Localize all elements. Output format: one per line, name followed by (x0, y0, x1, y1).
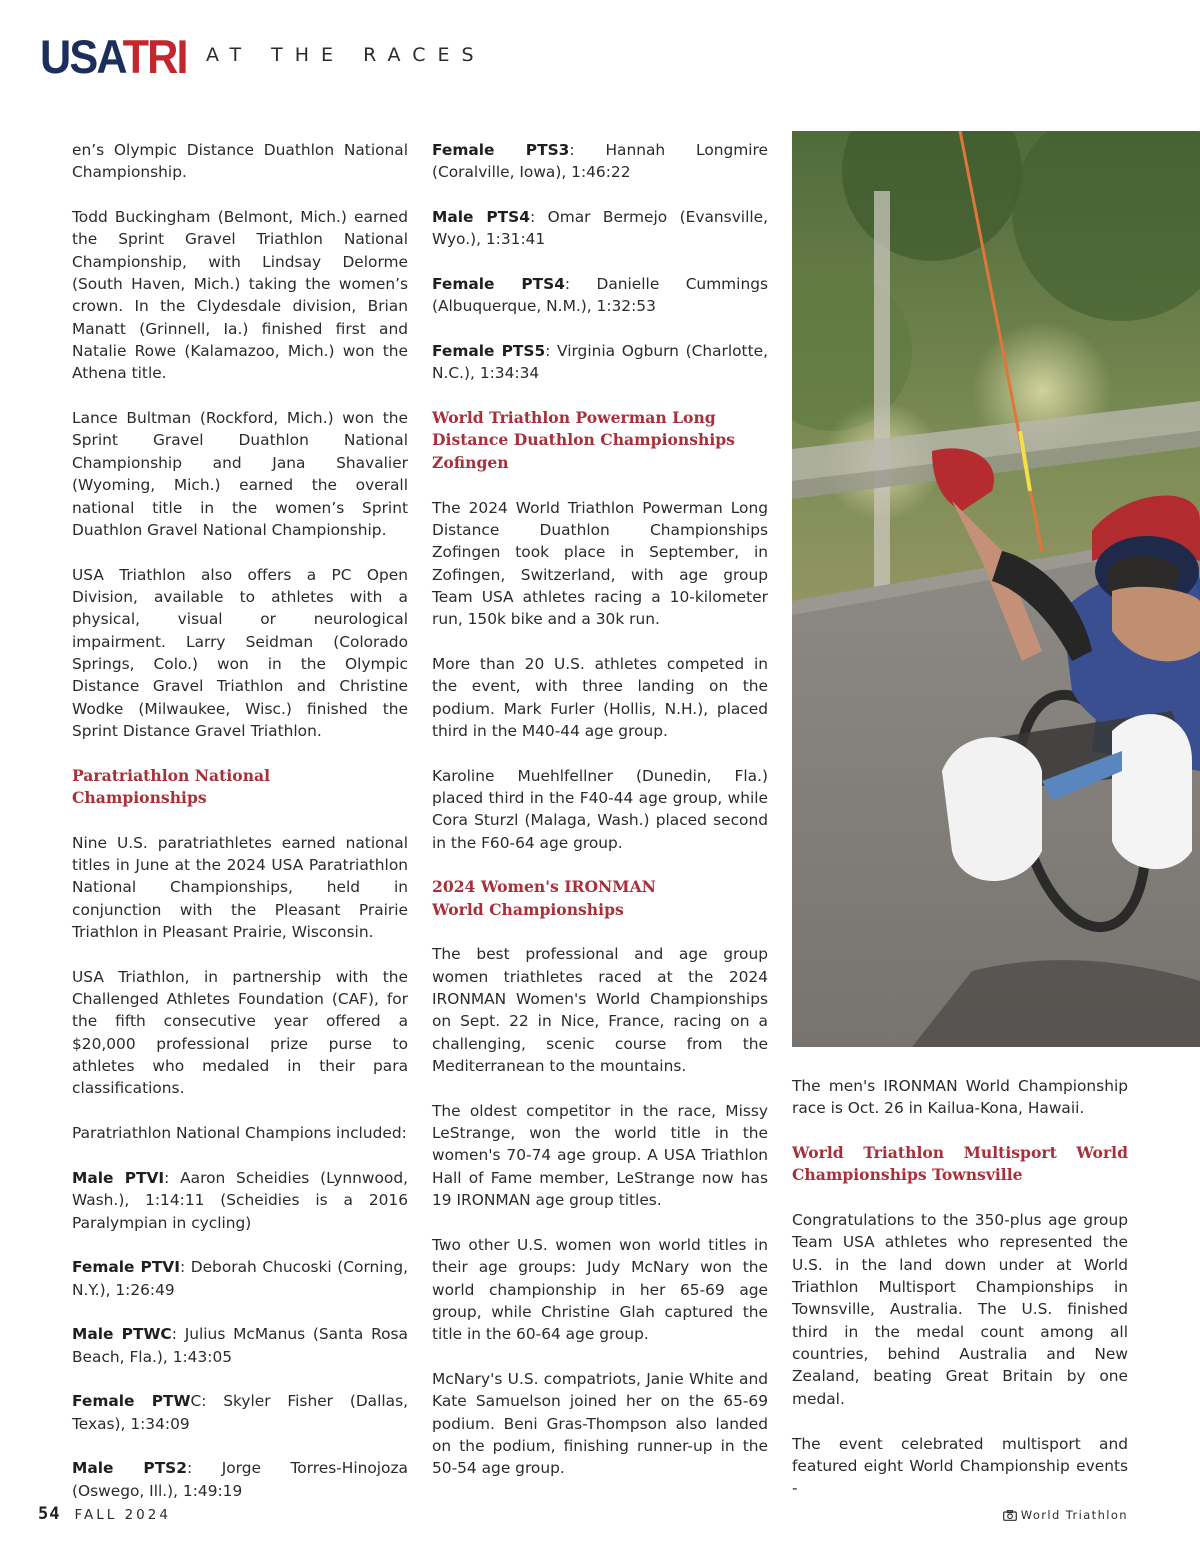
paragraph: The best professional and age group women triathletes raced at the 2024 IRONMAN Women's World Championships on Sept. 22 in Nice, France, racing on a challenging, scenic course from the Mediterranean to the mountains. (432, 945, 768, 1076)
result-detail: : Danielle Cummings (Albuquerque, N.M.), 1:32:53 (432, 275, 768, 316)
result-entry (432, 273, 768, 318)
result-detail: : Omar Bermejo (Evansville, Wyo.), 1:31:41 (432, 208, 768, 249)
photo-credit (1003, 1508, 1128, 1522)
result-entry (432, 139, 768, 184)
result-class: Female PTW (72, 1392, 191, 1411)
result-detail: : Hannah Longmire (Coralville, Iowa), 1:46:22 (432, 141, 768, 182)
result-entry (72, 1167, 408, 1234)
result-entry (72, 1256, 408, 1301)
paragraph: Two other U.S. women won world titles in their age groups: Judy McNary won the world championship in her 65-69 age group, while Christine Glah captured the title in the 60-64 age group. (432, 1235, 768, 1344)
usatri-logo (40, 30, 187, 83)
subheading-paratriathlon: Paratriathlon National Championships (72, 765, 271, 807)
paragraph: McNary's U.S. compatriots, Janie White and Kate Samuelson joined her on the 65-69 podium. Beni Gras-Thompson also landed on the podium, finishing runner-up in the 50-54 age group. (432, 1369, 768, 1478)
result-entry (432, 206, 768, 251)
subheading-ironman (432, 876, 768, 921)
result-class: Male PTVI (72, 1168, 165, 1187)
result-class: Female PTS4 (432, 275, 565, 294)
paragraph: USA Triathlon, in partnership with the Challenged Athletes Foundation (CAF), for the fifth consecutive year offered a $20,000 professional prize purse to athletes who medaled in their para classifications. (72, 967, 408, 1098)
paragraph: The event celebrated multisport and featured eight World Championship events - (792, 1434, 1128, 1498)
paragraph: The oldest competitor in the race, Missy LeStrange, won the world title in the women's 70-74 age group. A USA Triathlon Hall of Fame member, LeStrange now has 19 IRONMAN age group titles. (432, 1101, 768, 1210)
paragraph: The men's IRONMAN World Championship race is Oct. 26 in Kailua-Kona, Hawaii. (792, 1077, 1128, 1118)
handcycle-athlete-photo (792, 131, 1200, 1047)
result-entry (72, 1323, 408, 1368)
paragraph: USA Triathlon also offers a PC Open Division, available to athletes with a physical, visual or neurological impairment. Larry Seidman (Colorado Springs, Colo.) won in the Olympic Distance Gravel Triathlon and Christine Wodke (Milwaukee, Wisc.) finished the Sprint Distance Gravel Triathlon. (72, 565, 408, 740)
logo-usa: USA (40, 30, 123, 83)
paragraph: Nine U.S. paratriathletes earned national titles in June at the 2024 USA Paratriathlon National Championships, held in conjunction with the Pleasant Prairie Triathlon in Pleasant Prairie, Wisconsin. (72, 833, 408, 942)
result-class: Female PTVI (72, 1258, 180, 1277)
result-detail: : Deborah Chucoski (Corning, N.Y.), 1:26:49 (72, 1258, 408, 1299)
result-entry (72, 1457, 408, 1502)
page-number: 54 (38, 1504, 61, 1524)
paragraph: en’s Olympic Distance Duathlon National Championship. (72, 141, 408, 182)
photo-illustration (792, 131, 1200, 1047)
column-1 (72, 139, 408, 1502)
paragraph: Todd Buckingham (Belmont, Mich.) earned the Sprint Gravel Triathlon National Championship, with Lindsay Delorme (South Haven, Mich.) taking the women’s crown. In the Clydesdale division, Brian Manatt (Grinnell, Ia.) finished first and Natalie Rowe (Kalamazoo, Mich.) won the Athena title. (72, 208, 408, 383)
paragraph: More than 20 U.S. athletes competed in the event, with three landing on the podium. Mark Furler (Hollis, N.H.), placed third in the M40-44 age group. (432, 654, 768, 740)
subheading-multisport: World Triathlon Multisport World Championships Townsville (792, 1143, 1128, 1185)
logo-tri: TRI (122, 30, 187, 83)
subheading-line: 2024 Women's IRONMAN (432, 877, 656, 897)
paragraph: Karoline Muehlfellner (Dunedin, Fla.) placed third in the F40-44 age group, while Cora Sturzl (Malaga, Wash.) placed second in the F60-64 age group. (432, 766, 768, 852)
result-class: Male PTS2 (72, 1459, 187, 1478)
result-detail: : Aaron Scheidies (Lynnwood, Wash.), 1:14:11 (Scheidies is a 2016 Paralympian in cycling) (72, 1168, 408, 1232)
column-3 (792, 1075, 1128, 1500)
result-entry (72, 1390, 408, 1435)
footer-folio (38, 1504, 171, 1524)
subheading-line: World Championships (432, 899, 624, 919)
result-detail: : Julius McManus (Santa Rosa Beach, Fla.), 1:43:05 (72, 1325, 408, 1366)
page-header (40, 30, 486, 83)
result-detail: : Jorge Torres-Hinojoza (Oswego, Ill.), 1:49:19 (72, 1459, 408, 1500)
paragraph: Paratriathlon National Champions included: (72, 1124, 407, 1143)
subheading-powerman: World Triathlon Powerman Long Distance Duathlon Championships Zofingen (432, 408, 735, 472)
issue-label: FALL 2024 (74, 1507, 171, 1523)
result-entry (432, 340, 768, 385)
paragraph: The 2024 World Triathlon Powerman Long Distance Duathlon Championships Zofingen took place in September, in Zofingen, Switzerland, with age group Team USA athletes racing a 10-kilometer run, 150k bike and a 30k run. (432, 498, 768, 629)
paragraph: Congratulations to the 350-plus age group Team USA athletes who represented the U.S. in the land down under at World Triathlon Multisport Championships in Townsville, Australia. The U.S. finished third in the medal count among all countries, behind Australia and New Zealand, beating Great Britain by one medal. (792, 1211, 1128, 1408)
result-class: Female PTS5 (432, 342, 546, 361)
result-detail: : Virginia Ogburn (Charlotte, N.C.), 1:34:34 (432, 342, 768, 383)
camera-icon (1003, 1510, 1017, 1521)
result-class: Female PTS3 (432, 141, 570, 159)
column-2 (432, 139, 768, 1480)
section-title: AT THE RACES (206, 44, 486, 66)
credit-text: World Triathlon (1020, 1508, 1128, 1522)
result-detail: C: Skyler Fisher (Dallas, Texas), 1:34:09 (72, 1392, 408, 1433)
paragraph: Lance Bultman (Rockford, Mich.) won the Sprint Gravel Duathlon National Championship and Jana Shavalier (Wyoming, Mich.) earned the overall national title in the women’s Sprint Duathlon Gravel National Championship. (72, 409, 408, 539)
result-class: Male PTWC (72, 1325, 172, 1344)
result-class: Male PTS4 (432, 208, 530, 227)
